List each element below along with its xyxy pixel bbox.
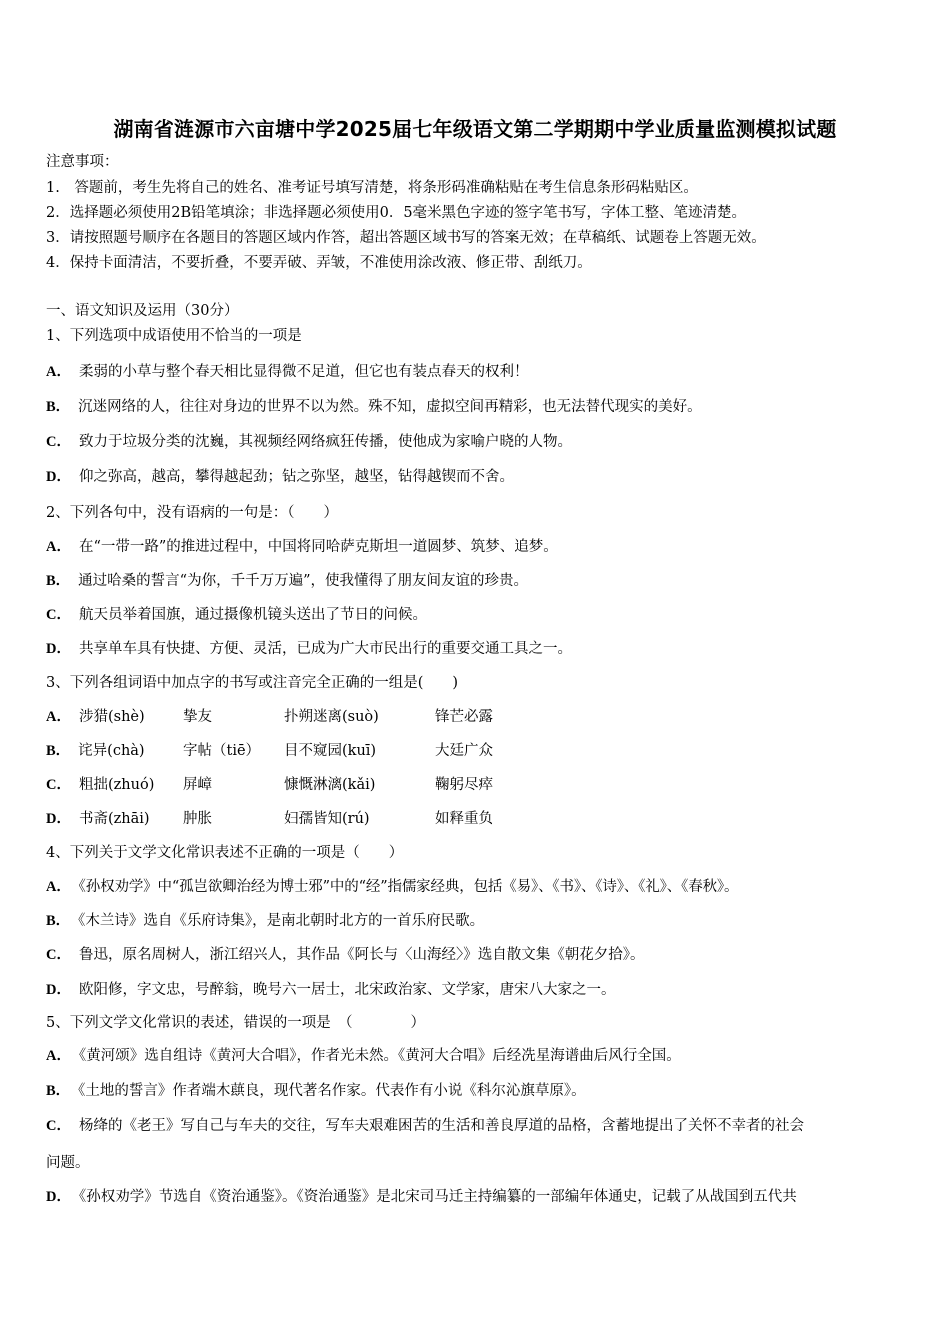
word: 慷慨淋漓(kǎi): [284, 777, 376, 793]
option-label: B．: [46, 913, 71, 929]
option-text: 通过哈桑的誓言“为你，千千万万遍”，使我懂得了朋友间友谊的珍贵。: [78, 573, 528, 589]
option-label: C．: [46, 777, 71, 793]
notice-item: 1. 答题前，考生先将自己的姓名、准考证号填写清楚，将条形码准确粘贴在考生信息条形码粘贴区。: [46, 180, 698, 196]
option-c: [46, 1116, 804, 1136]
option-text: 鲁迅，原名周树人，浙江绍兴人，其作品《阿长与〈山海经〉》选自散文集《朝花夕拾》。: [78, 947, 645, 963]
notice-item: 3．请按照题号顺序在各题目的答题区域内作答，超出答题区域书写的答案无效；在草稿纸、试题卷上答题无效。: [46, 230, 766, 246]
option-text: 在“一带一路”的推进过程中，中国将同哈萨克斯坦一道圆梦、筑梦、追梦。: [78, 539, 558, 555]
word: 妇孺皆知(rú): [284, 811, 370, 827]
option-c: [46, 605, 427, 625]
option-text: 欧阳修，字文忠，号醉翁，晚号六一居士，北宋政治家、文学家，唐宋八大家之一。: [78, 982, 616, 998]
option-text: 杨绛的《老王》写自己与车夫的交往，写车夫艰难困苦的生活和善良厚道的品格，含蓄地提出了关怀不幸者的社会: [78, 1118, 804, 1134]
option-label: A．: [46, 1048, 71, 1064]
option-text: 《黄河颂》选自组诗《黄河大合唱》，作者光未然。《黄河大合唱》后经冼星海谱曲后风行全国。: [78, 1048, 681, 1064]
option-c: [46, 432, 572, 452]
option-text: 《孙权劝学》节选自《资治通鉴》。《资治通鉴》是北宋司马迁主持编纂的一部编年体通史，记载了从战国到五代共: [78, 1189, 797, 1205]
word: 锋芒必露: [435, 709, 493, 725]
word: 涉猎(shè): [78, 709, 145, 725]
option-a: [46, 362, 528, 382]
option-label: D．: [46, 469, 71, 485]
word: 大廷广众: [435, 743, 493, 759]
option-text: 致力于垃圾分类的沈巍，其视频经网络疯狂传播，使他成为家喻户晓的人物。: [78, 434, 572, 450]
option-c: [46, 945, 644, 965]
option-text: 柔弱的小草与整个春天相比显得微不足道，但它也有装点春天的权利！: [78, 364, 529, 380]
question-stem: 3、下列各组词语中加点字的书写或注音完全正确的一组是( ): [46, 675, 459, 691]
option-label: A．: [46, 709, 71, 725]
notice-item: 2．选择题必须使用2B铅笔填涂；非选择题必须使用0．5毫米黑色字迹的签字笔书写，字体工整、笔迹清楚。: [46, 205, 747, 221]
question-stem: 4、下列关于文学文化常识表述不正确的一项是（ ）: [46, 845, 404, 861]
option-label: D．: [46, 1189, 71, 1205]
option-text: 《孙权劝学》中“孤岂欲卿治经为博士邪”中的“经”指儒家经典，包括《易》、《书》、《诗》、《礼》、《春秋》。: [78, 879, 739, 895]
word: 屏嶂: [183, 777, 212, 793]
section-heading: 一、语文知识及运用（30分）: [46, 303, 239, 319]
option-c-continued: 问题。: [46, 1155, 90, 1171]
option-b: [46, 397, 702, 417]
word: 挚友: [183, 709, 212, 725]
option-text: 《土地的誓言》作者端木蕻良，现代著名作家。代表作有小说《科尔沁旗草原》。: [78, 1083, 586, 1099]
option-a: [46, 537, 558, 557]
option-label: C．: [46, 1118, 71, 1134]
option-text: 沉迷网络的人，往往对身边的世界不以为然。殊不知，虚拟空间再精彩，也无法替代现实的美好。: [78, 399, 702, 415]
word: 字帖（tiē）: [183, 743, 261, 759]
option-b: [46, 911, 484, 931]
option-label: B．: [46, 743, 71, 759]
question-stem: 1、下列选项中成语使用不恰当的一项是: [46, 328, 302, 344]
word: 如释重负: [435, 811, 493, 827]
word: 书斋(zhāi): [78, 811, 150, 827]
option-label: A．: [46, 364, 71, 380]
option-label: D．: [46, 811, 71, 827]
option-label: C．: [46, 947, 71, 963]
option-label: B．: [46, 399, 71, 415]
option-a: [46, 1046, 681, 1066]
option-d: [46, 639, 572, 659]
word: 鞠躬尽瘁: [435, 777, 493, 793]
option-d: [46, 467, 514, 487]
notice-item: 4．保持卡面清洁，不要折叠，不要弄破、弄皱，不准使用涂改液、修正带、刮纸刀。: [46, 255, 592, 271]
question-stem: 5、下列文学文化常识的表述，错误的一项是 （ ）: [46, 1015, 425, 1031]
option-text: 共享单车具有快捷、方便、灵活，已成为广大市民出行的重要交通工具之一。: [78, 641, 572, 657]
option-label: D．: [46, 982, 71, 998]
option-text: 航天员举着国旗，通过摄像机镜头送出了节日的问候。: [78, 607, 427, 623]
page-title: 湖南省涟源市六亩塘中学2025届七年级语文第二学期期中学业质量监测模拟试题: [113, 117, 837, 141]
question-stem: 2、下列各句中，没有语病的一句是：（ ）: [46, 505, 338, 521]
word: 肿胀: [183, 811, 212, 827]
word: 目不窥园(kuī): [284, 743, 377, 759]
option-text: 仰之弥高，越高，攀得越起劲；钻之弥坚，越坚，钻得越锲而不舍。: [78, 469, 514, 485]
word: 扑朔迷离(suò): [284, 709, 379, 725]
option-label: B．: [46, 573, 71, 589]
option-text: 《木兰诗》选自《乐府诗集》，是南北朝时北方的一首乐府民歌。: [78, 913, 485, 929]
notice-heading: 注意事项：: [46, 154, 119, 170]
word: 粗拙(zhuó): [78, 777, 155, 793]
option-b: [46, 571, 528, 591]
option-d: [46, 1187, 797, 1207]
option-d: [46, 980, 615, 1000]
option-label: C．: [46, 607, 71, 623]
option-label: A．: [46, 539, 71, 555]
option-label: D．: [46, 641, 71, 657]
option-b: [46, 1081, 586, 1101]
word: 诧异(chà): [78, 743, 145, 759]
option-label: A．: [46, 879, 71, 895]
option-a: [46, 877, 738, 897]
option-label: C．: [46, 434, 71, 450]
option-label: B．: [46, 1083, 71, 1099]
